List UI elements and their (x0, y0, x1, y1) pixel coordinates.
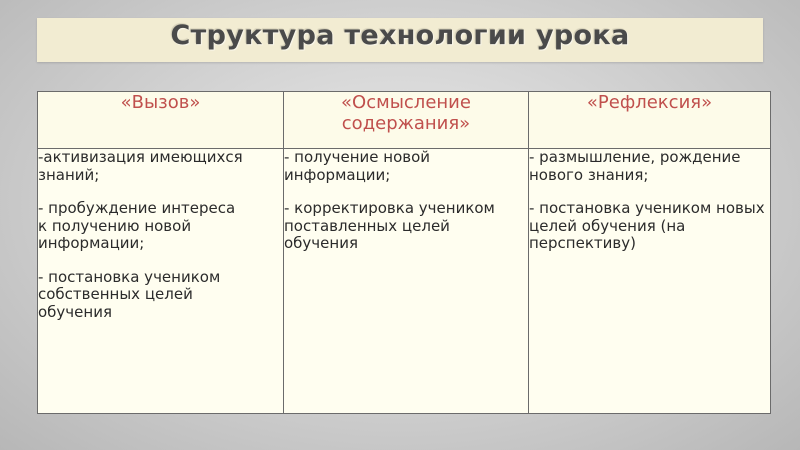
column-challenge (38, 149, 284, 414)
list-item: - пробуждение интереса к получению новой информации; (38, 199, 236, 252)
table-header-row (38, 92, 771, 149)
list-item: - корректировка учеником поставленных целей обучения (284, 199, 495, 252)
header-challenge: «Вызов» (38, 92, 284, 149)
list-item: - постановка учеником новых целей обучения (на перспективу) (529, 199, 765, 252)
lesson-structure-table (37, 91, 771, 414)
header-reflection: «Рефлексия» (529, 92, 771, 149)
header-comprehension: «Осмысление содержания» (284, 92, 529, 149)
title-bar (37, 18, 763, 62)
table-body-row (38, 149, 771, 414)
column-comprehension (284, 149, 529, 414)
list-item: - размышление, рождение нового знания; (529, 148, 741, 184)
list-item: - постановка учеником собственных целей обучения (38, 267, 221, 321)
list-item: -активизация имеющихся знаний; (38, 148, 243, 184)
slide-title: Структура технологии урока (170, 20, 630, 51)
list-item: - получение новой информации; (284, 148, 431, 184)
column-reflection (529, 149, 771, 414)
